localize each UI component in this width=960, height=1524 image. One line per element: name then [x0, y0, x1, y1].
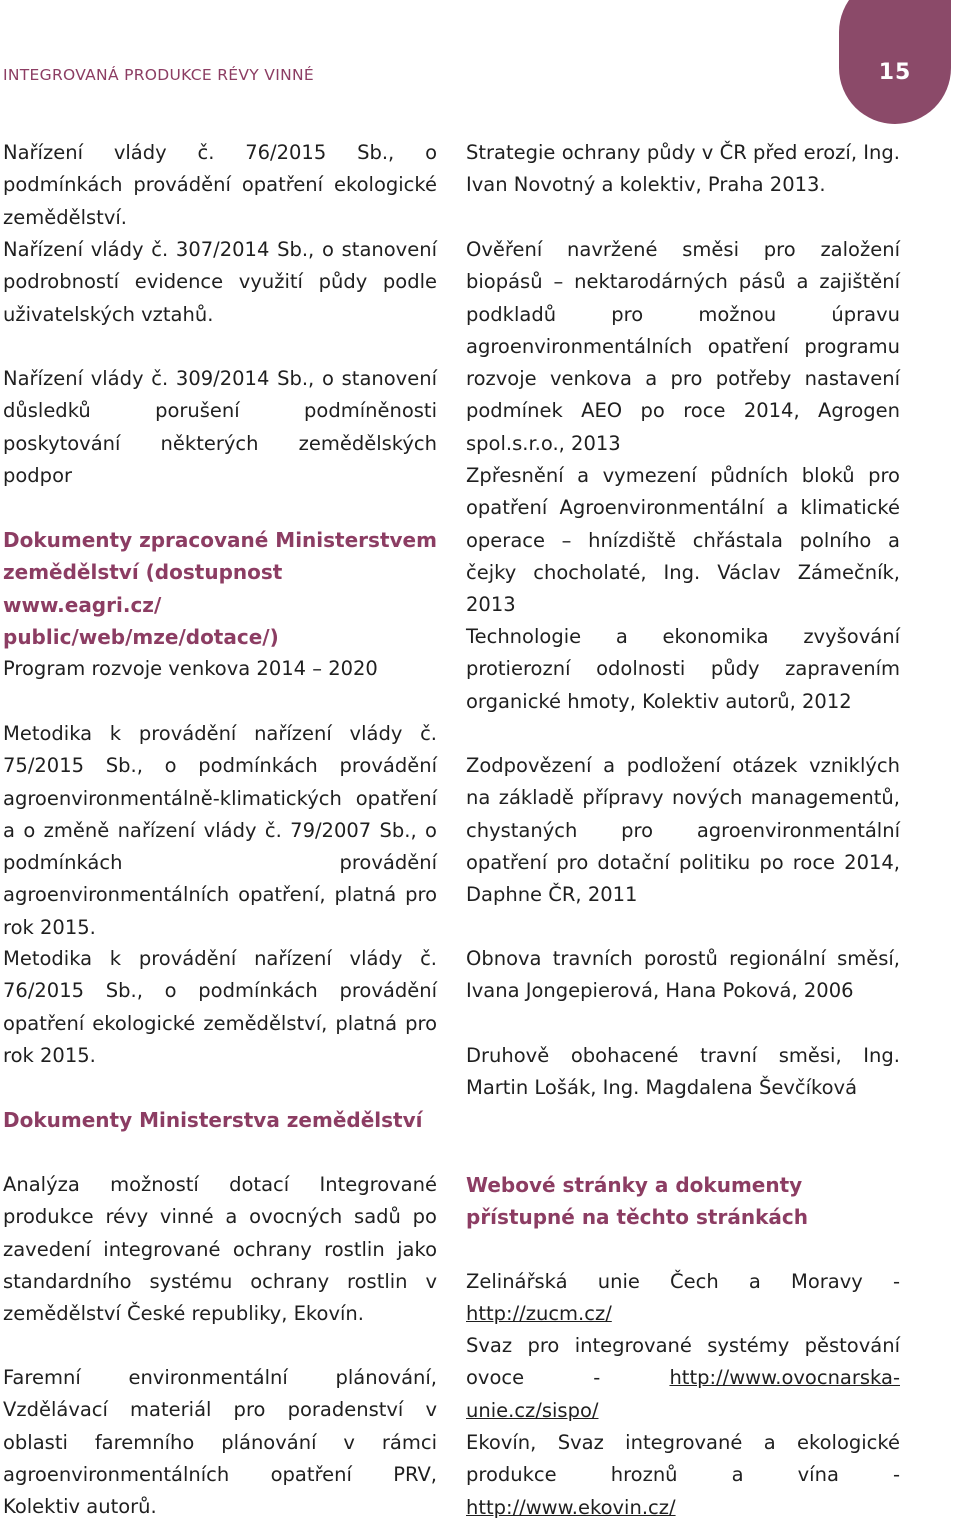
reference-item: Strategie ochrany půdy v ČR před erozí, Ing. Ivan Novotný a kolektiv, Praha 2013. — [466, 141, 900, 197]
reference-item: Nařízení vlády č. 307/2014 Sb., o stanovení podrobností evidence využití půdy podle uživatelských vztahů. — [3, 238, 437, 326]
reference-item: Metodika k provádění nařízení vlády č. 75/2015 Sb., o podmínkách provádění agroenvironmentálně-klimatických opatření a o změně nařízení vlády č. 79/2007 Sb., o podmínkách provádění agroenvironmentálních opatření, platná pro rok 2015. — [3, 722, 437, 939]
reference-item: Metodika k provádění nařízení vlády č. 76/2015 Sb., o podmínkách provádění opatření ekologické zemědělství, platná pro rok 2015. — [3, 947, 437, 1067]
reference-item: Analýza možností dotací Integrované produkce révy vinné a ovocných sadů po zavedení integrované ochrany rostlin jako standardního systému ochrany rostlin v zemědělství České republiky, Ekovín. — [3, 1173, 437, 1326]
reference-item: Obnova travních porostů regionální směsí, Ivana Jongepierová, Hana Poková, 2006 — [466, 947, 900, 1003]
web-reference — [466, 1266, 900, 1331]
web-reference — [466, 1427, 900, 1524]
reference-item: Druhově obohacené travní směsi, Ing. Martin Lošák, Ing. Magdalena Ševčíková — [466, 1044, 900, 1100]
running-header: INTEGROVANÁ PRODUKCE RÉVY VINNÉ — [3, 66, 314, 84]
reference-item: Nařízení vlády č. 76/2015 Sb., o podmínkách provádění opatření ekologické zemědělství. — [3, 141, 437, 229]
page-number-badge — [839, 0, 951, 124]
reference-item: Technologie a ekonomika zvyšování protierozní odolnosti půdy zapravením organické hmoty, Kolektiv autorů, 2012 — [466, 625, 900, 713]
reference-item: Nařízení vlády č. 309/2014 Sb., o stanovení důsledků porušení podmíněnosti poskytování některých zemědělských podpor — [3, 367, 437, 487]
web-reference-label: Svaz pro integrované systémy pěstování ovoce - — [466, 1334, 900, 1390]
reference-item: Zodpovězení a podložení otázek vzniklých na základě přípravy nových managementů, chystaných pro agroenvironmentální opatření pro dotační politiku po roce 2014, Daphne ČR, 2011 — [466, 754, 900, 907]
ovocnarska-unie-link[interactable]: http://www.ovocnarska-unie.cz/sispo/ — [466, 1366, 900, 1422]
zucm-link[interactable]: http://zucm.cz/ — [466, 1302, 612, 1326]
reference-item: Zpřesnění a vymezení půdních bloků pro opatření Agroenvironmentální a klimatické operace – hnízdiště chřástala polního a čejky chocholaté, Ing. Václav Zámečník, 2013 — [466, 464, 900, 617]
reference-item: Faremní environmentální plánování, Vzdělávací materiál pro poradenství v oblasti faremního plánování v rámci agroenvironmentálních opatření PRV, Kolektiv autorů. — [3, 1366, 437, 1519]
reference-item: Program rozvoje venkova 2014 – 2020 — [3, 657, 378, 680]
section-heading: Webové stránky a dokumenty přístupné na těchto stránkách — [466, 1173, 808, 1230]
section-heading: Dokumenty Ministerstva zemědělství — [3, 1108, 423, 1132]
web-reference-label: Ekovín, Svaz integrované a ekologické produkce hroznů a vína - — [466, 1431, 900, 1487]
reference-item: Ověření navržené směsi pro založení biopásů – nektarodárných pásů a zajištění podkladů pro možnou úpravu agroenvironmentálních opatření programu rozvoje venkova a pro potřeby nastavení podmínek AEO po roce 2014, Agrogen spol.s.r.o., 2013 — [466, 238, 900, 455]
ekovin-link[interactable]: http://www.ekovin.cz/ — [466, 1495, 676, 1519]
page-number: 15 — [878, 60, 912, 85]
web-reference-label: Zelinářská unie Čech a Moravy - — [466, 1270, 900, 1293]
section-heading: Dokumenty zpracované Ministerstvem zemědělství (dostupnost www.eagri.cz/ public/web/mze/dotace/) — [3, 528, 437, 649]
web-reference — [466, 1330, 900, 1427]
